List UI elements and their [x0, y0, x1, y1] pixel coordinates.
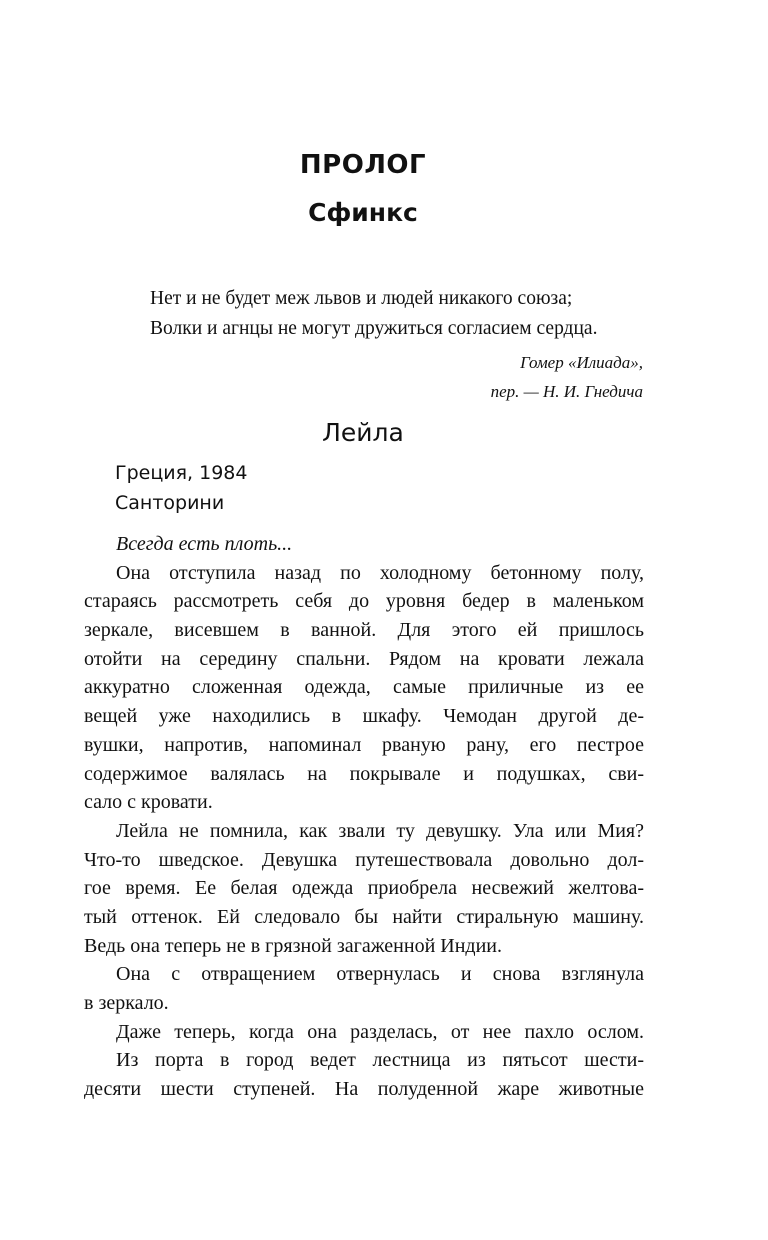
epigraph-line: Нет и не будет меж львов и людей никакого союза; — [150, 288, 573, 309]
text-line: Даже теперь, когда она разделась, от нее пахло ослом. — [116, 1020, 644, 1043]
text-line: Она с отвращением отвернулась и снова взглянула — [116, 963, 644, 986]
text-line: Лейла не помнила, как звали ту девушку. Ула или Мия? — [116, 819, 644, 842]
text-line: отойти на середину спальни. Рядом на кровати лежала — [84, 647, 644, 670]
text-line: Всегда есть плоть... — [116, 533, 293, 555]
text-line: сало с кровати. — [84, 791, 213, 814]
text-line: Ведь она теперь не в грязной загаженной Индии. — [84, 934, 503, 957]
text-line: в зеркало. — [84, 992, 169, 1014]
body-text — [84, 530, 644, 1104]
text-line: стараясь рассмотреть себя до уровня бедер в маленьком — [84, 590, 644, 613]
text-line: гое время. Ее белая одежда приобрела несвежий желтова- — [84, 877, 644, 900]
epigraph-line: Волки и агнцы не могут дружиться согласием сердца. — [150, 318, 598, 339]
text-line: Что-то шведское. Девушка путешествовала довольно дол- — [84, 848, 644, 871]
attribution-author: Гомер «Илиада», — [520, 353, 643, 372]
text-line: Из порта в город ведет лестница из пятьсот шести- — [116, 1049, 644, 1072]
epigraph-attribution — [300, 348, 643, 406]
place-city: Санторини — [115, 492, 225, 514]
chapter-title: Сфинкс — [308, 198, 418, 227]
epigraph — [150, 284, 650, 344]
text-line: аккуратно сложенная одежда, самые приличные из ее — [84, 676, 644, 699]
place-and-date — [115, 458, 247, 518]
text-line: содержимое валялась на покрывале и подушках, сви- — [84, 762, 644, 785]
text-line: вушки, напротив, напоминал рваную рану, его пестрое — [84, 733, 644, 756]
attribution-translator: пер. — Н. И. Гнедича — [490, 382, 643, 401]
section-title: Лейла — [322, 418, 404, 447]
text-line: Она отступила назад по холодному бетонному полу, — [116, 561, 644, 584]
text-line: тый оттенок. Ей следовало бы найти стиральную машину. — [84, 905, 644, 928]
text-line: вещей уже находились в шкафу. Чемодан другой де- — [84, 705, 644, 728]
part-title: ПРОЛОГ — [299, 150, 427, 180]
text-line: зеркале, висевшем в ванной. Для этого ей пришлось — [84, 619, 644, 642]
text-line: десяти шести ступеней. На полуденной жаре животные — [84, 1078, 644, 1101]
place-country-year: Греция, 1984 — [115, 462, 248, 484]
